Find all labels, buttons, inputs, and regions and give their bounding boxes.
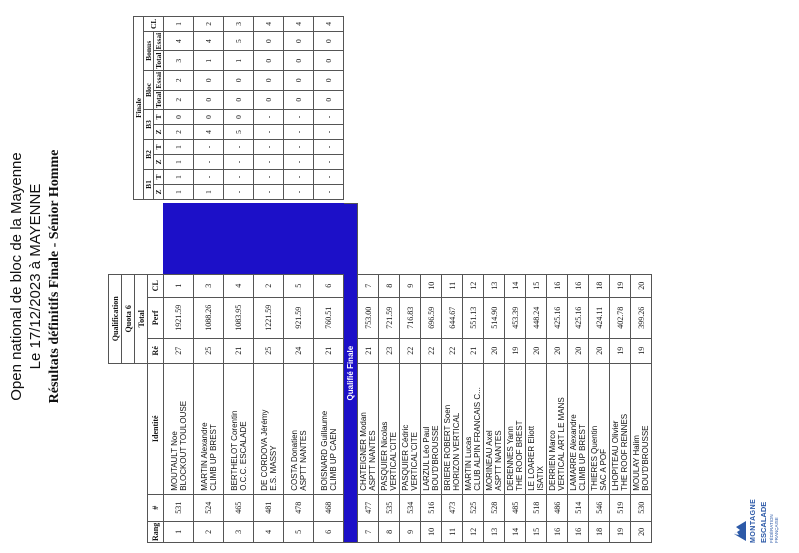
bib-cell: 478 xyxy=(284,494,314,521)
perf-cell: 1083.95 xyxy=(224,297,254,338)
finale-bloc-essai-cell: 0 xyxy=(194,70,224,90)
athlete-club: O.C.C. ESCALADE xyxy=(238,421,248,491)
top-header: T xyxy=(154,110,164,125)
athlete-identity xyxy=(224,363,254,494)
finale-bonus-essai-cell: 4 xyxy=(194,31,224,51)
athlete-club: VERTICAL ART LE MANS xyxy=(557,397,566,491)
athlete-identity xyxy=(631,363,652,494)
finale-fcl-cell: 4 xyxy=(284,16,314,31)
athlete-name: MOUTAULT Noe xyxy=(169,431,179,491)
athlete-name: LHOPITEAU Olivier xyxy=(611,420,620,491)
table-row xyxy=(484,204,505,543)
finale-b3t-cell: - xyxy=(314,110,344,125)
athlete-club: THE ROOF BREST xyxy=(515,420,524,491)
finale-b3z-cell: 5 xyxy=(224,125,254,140)
finale-b2t-cell: - xyxy=(194,140,224,155)
finale-b2z-cell: - xyxy=(284,155,314,170)
bonus-header: Bonus xyxy=(144,31,154,70)
athlete-club: CLIMB UP BREST xyxy=(208,424,218,491)
rank-cell: 3 xyxy=(224,521,254,542)
athlete-identity xyxy=(284,363,314,494)
cl-cell: 4 xyxy=(224,274,254,297)
bib-cell: 535 xyxy=(379,494,400,521)
finale-b1t-cell: - xyxy=(194,170,224,185)
rank-cell: 16 xyxy=(568,521,589,542)
top-header: T xyxy=(154,170,164,185)
finale-cl-header: CL xyxy=(144,16,164,31)
athlete-name: COSTA Donatien xyxy=(289,429,299,491)
col-rang: Rang xyxy=(148,521,164,542)
table-row xyxy=(400,204,421,543)
cl-cell: 2 xyxy=(254,274,284,297)
finale-b2z-cell: - xyxy=(224,155,254,170)
re-cell: 20 xyxy=(484,338,505,363)
table-row xyxy=(358,204,379,543)
athlete-name: PASQUIER Nicolas xyxy=(380,421,389,491)
perf-cell: 1221.59 xyxy=(254,297,284,338)
finale-b3t-cell: 0 xyxy=(224,110,254,125)
finale-fcl-cell: 4 xyxy=(254,16,284,31)
rank-cell: 16 xyxy=(547,521,568,542)
table-row xyxy=(526,204,547,543)
finale-b2t-cell: - xyxy=(284,140,314,155)
athlete-identity xyxy=(421,363,442,494)
finale-row xyxy=(254,16,284,199)
mountain-logo-icon xyxy=(730,519,748,543)
re-cell: 19 xyxy=(505,338,526,363)
athlete-identity xyxy=(547,363,568,494)
zone-header: Z xyxy=(154,125,164,140)
finale-b1z-cell: - xyxy=(254,185,284,200)
qualified-band xyxy=(194,204,224,275)
perf-cell: 448.24 xyxy=(526,297,547,338)
table-row xyxy=(284,204,314,543)
bib-cell: 514 xyxy=(568,494,589,521)
cl-cell: 13 xyxy=(484,274,505,297)
re-cell: 27 xyxy=(164,338,194,363)
table-row xyxy=(194,204,224,543)
cl-cell: 7 xyxy=(358,274,379,297)
finale-b1t-cell: - xyxy=(284,170,314,185)
athlete-identity xyxy=(254,363,284,494)
bloc-3-header: B3 xyxy=(144,110,154,140)
finale-b2t-cell: 1 xyxy=(164,140,194,155)
col-re: Ré xyxy=(148,338,164,363)
table-row xyxy=(442,204,463,543)
bib-cell: 485 xyxy=(505,494,526,521)
finale-fcl-cell: 2 xyxy=(194,16,224,31)
finale-b1t-cell: - xyxy=(224,170,254,185)
perf-cell: 716.83 xyxy=(400,297,421,338)
bib-cell: 468 xyxy=(314,494,344,521)
athlete-identity xyxy=(164,363,194,494)
cl-cell: 16 xyxy=(568,274,589,297)
athlete-club: HORIZON VERTICAL xyxy=(452,412,461,491)
finale-b2z-cell: 1 xyxy=(164,155,194,170)
re-cell: 25 xyxy=(194,338,224,363)
athlete-identity xyxy=(463,363,484,494)
finale-b3t-cell: - xyxy=(284,110,314,125)
finale-bonus-total-cell: 0 xyxy=(254,51,284,70)
cl-cell: 1 xyxy=(164,274,194,297)
finale-bloc-total-cell: 0 xyxy=(254,90,284,109)
rank-cell: 5 xyxy=(284,521,314,542)
athlete-name: MARTIN Alexandre xyxy=(199,422,209,491)
athlete-name: MARTIN Lucas xyxy=(464,436,473,491)
finale-bonus-essai-cell: 5 xyxy=(224,31,254,51)
bib-cell: 477 xyxy=(358,494,379,521)
finale-bloc-essai-cell: 0 xyxy=(284,70,314,90)
cl-cell: 14 xyxy=(505,274,526,297)
perf-cell: 551.13 xyxy=(463,297,484,338)
rank-cell: 11 xyxy=(442,521,463,542)
finale-bonus-essai-cell: 0 xyxy=(314,31,344,51)
finale-b2t-cell: - xyxy=(314,140,344,155)
table-row xyxy=(631,204,652,543)
bonus-total-header: Total xyxy=(154,52,163,69)
rank-cell: 12 xyxy=(463,521,484,542)
finale-row xyxy=(224,16,254,199)
finale-row xyxy=(314,16,344,199)
table-row xyxy=(254,204,284,543)
re-cell: 24 xyxy=(284,338,314,363)
bonus-essai-header: Essai xyxy=(154,32,163,50)
rank-cell: 8 xyxy=(379,521,400,542)
athlete-identity xyxy=(379,363,400,494)
finale-b3z-cell: 2 xyxy=(164,125,194,140)
rank-cell: 6 xyxy=(314,521,344,542)
cl-cell: 15 xyxy=(526,274,547,297)
bib-cell: 481 xyxy=(254,494,284,521)
event-date-location: Le 17/12/2023 à MAYENNE xyxy=(27,183,44,370)
table-row xyxy=(568,204,589,543)
finale-b1z-cell: - xyxy=(224,185,254,200)
athlete-club: ASPTT NANTES xyxy=(298,430,308,491)
re-cell: 22 xyxy=(400,338,421,363)
qualified-band xyxy=(224,204,254,275)
col-num: # xyxy=(148,494,164,521)
cl-cell: 10 xyxy=(421,274,442,297)
finale-b1z-cell: 1 xyxy=(194,185,224,200)
perf-cell: 696.59 xyxy=(421,297,442,338)
athlete-club: CLIMB UP CAEN xyxy=(328,428,338,491)
athlete-club: ASPTT NANTES xyxy=(368,430,377,491)
athlete-club: BLOCKOUT TOULOUSE xyxy=(178,400,188,491)
finale-bloc-total-cell: 0 xyxy=(194,90,224,109)
bib-cell: 516 xyxy=(421,494,442,521)
finale-bloc-total-cell: 0 xyxy=(284,90,314,109)
rank-cell: 20 xyxy=(631,521,652,542)
logo-name-line2: ESCALADE xyxy=(759,501,768,543)
athlete-name: MORINEAU Axel xyxy=(485,430,494,491)
col-cl: CL xyxy=(148,274,164,297)
athlete-identity xyxy=(442,363,463,494)
finale-bloc-essai-cell: 0 xyxy=(224,70,254,90)
table-row xyxy=(421,204,442,543)
finale-bloc-total-cell: 0 xyxy=(314,90,344,109)
finale-b3z-cell: - xyxy=(314,125,344,140)
bib-cell: 534 xyxy=(400,494,421,521)
perf-cell: 453.39 xyxy=(505,297,526,338)
athlete-name: DE CORDOVA Jérémy xyxy=(259,409,269,491)
finale-section xyxy=(133,16,344,200)
finale-bonus-total-cell: 1 xyxy=(194,51,224,70)
finale-bloc-essai-cell: 2 xyxy=(164,70,194,90)
bloc-total-header: Total xyxy=(154,91,163,108)
perf-cell: 1088.26 xyxy=(194,297,224,338)
athlete-club: ASPTT NANTES xyxy=(494,430,503,491)
table-row xyxy=(547,204,568,543)
rank-cell: 18 xyxy=(589,521,610,542)
finale-b1t-cell: - xyxy=(254,170,284,185)
athlete-name: THIERES Quentin xyxy=(590,425,599,491)
athlete-name: PASQUIER Cédric xyxy=(401,424,410,491)
re-cell: 25 xyxy=(254,338,284,363)
athlete-club: CLIMB UP BREST xyxy=(578,424,587,491)
bloc-summary-header: Bloc xyxy=(144,70,154,109)
finale-bloc-essai-cell: 0 xyxy=(314,70,344,90)
athlete-club: BOU'D'BROUSSE xyxy=(431,425,440,491)
athlete-name: MOULAY Halim xyxy=(632,435,641,491)
logo-tagline: FÉDÉRATION FRANÇAISE xyxy=(769,514,779,543)
table-row xyxy=(589,204,610,543)
finale-bonus-total-cell: 0 xyxy=(314,51,344,70)
rank-cell: 19 xyxy=(610,521,631,542)
athlete-identity xyxy=(314,363,344,494)
athlete-club: CLUB ALPIN FRANCAIS C... xyxy=(473,387,482,491)
qualification-header: Qualification xyxy=(109,274,122,363)
qualified-band xyxy=(284,204,314,275)
zone-header: Z xyxy=(154,155,164,170)
perf-cell: 399.26 xyxy=(631,297,652,338)
finale-b2z-cell: - xyxy=(194,155,224,170)
finale-b3z-cell: 4 xyxy=(194,125,224,140)
re-cell: 19 xyxy=(610,338,631,363)
re-cell: 21 xyxy=(463,338,484,363)
perf-cell: 402.78 xyxy=(610,297,631,338)
athlete-identity xyxy=(526,363,547,494)
cl-cell: 11 xyxy=(442,274,463,297)
table-row xyxy=(610,204,631,543)
cl-cell: 12 xyxy=(463,274,484,297)
perf-cell: 424.11 xyxy=(589,297,610,338)
cl-cell: 6 xyxy=(314,274,344,297)
zone-header: Z xyxy=(154,185,164,200)
athlete-identity xyxy=(484,363,505,494)
athlete-name: LARZUL Léo Paul xyxy=(422,426,431,491)
finale-bonus-essai-cell: 0 xyxy=(254,31,284,51)
cl-cell: 9 xyxy=(400,274,421,297)
cl-cell: 8 xyxy=(379,274,400,297)
bib-cell: 465 xyxy=(224,494,254,521)
athlete-identity xyxy=(568,363,589,494)
bib-cell: 546 xyxy=(589,494,610,521)
re-cell: 23 xyxy=(379,338,400,363)
finale-b2t-cell: - xyxy=(224,140,254,155)
rank-cell: 9 xyxy=(400,521,421,542)
table-row xyxy=(505,204,526,543)
athlete-name: LAMARRE Alexandre xyxy=(569,414,578,491)
rank-cell: 13 xyxy=(484,521,505,542)
athlete-identity xyxy=(610,363,631,494)
athlete-name: BOISNARD Guillaume xyxy=(319,410,329,491)
finale-b2t-cell: - xyxy=(254,140,284,155)
logo-name-line1: MONTAGNE xyxy=(750,498,757,543)
bib-cell: 528 xyxy=(484,494,505,521)
finale-b2z-cell: - xyxy=(314,155,344,170)
event-title: Open national de bloc de la Mayenne xyxy=(8,152,25,401)
cl-cell: 3 xyxy=(194,274,224,297)
finale-bloc-essai-cell: 0 xyxy=(254,70,284,90)
perf-cell: 721.59 xyxy=(379,297,400,338)
bib-cell: 518 xyxy=(526,494,547,521)
rank-cell: 2 xyxy=(194,521,224,542)
ffme-logo xyxy=(730,493,799,543)
re-cell: 21 xyxy=(314,338,344,363)
bib-cell: 486 xyxy=(547,494,568,521)
athlete-identity xyxy=(589,363,610,494)
athlete-identity xyxy=(358,363,379,494)
bib-cell: 531 xyxy=(164,494,194,521)
finale-bonus-essai-cell: 4 xyxy=(164,31,194,51)
athlete-identity xyxy=(400,363,421,494)
bib-cell: 473 xyxy=(442,494,463,521)
re-cell: 20 xyxy=(526,338,547,363)
bloc-2-header: B2 xyxy=(144,140,154,170)
finale-bloc-total-cell: 2 xyxy=(164,90,194,109)
finale-b1t-cell: - xyxy=(314,170,344,185)
rank-cell: 14 xyxy=(505,521,526,542)
quota-header: Quota 6 xyxy=(122,274,135,363)
finale-row xyxy=(194,16,224,199)
perf-cell: 644.67 xyxy=(442,297,463,338)
perf-cell: 760.51 xyxy=(314,297,344,338)
athlete-club: ISATIX xyxy=(536,466,545,491)
re-cell: 21 xyxy=(224,338,254,363)
finale-bloc-total-cell: 0 xyxy=(224,90,254,109)
re-cell: 20 xyxy=(568,338,589,363)
qualified-band xyxy=(254,204,284,275)
finale-header: Finale xyxy=(134,16,144,199)
re-cell: 22 xyxy=(442,338,463,363)
athlete-name: LE LOARER Eliott xyxy=(527,425,536,491)
finale-b3t-cell: 0 xyxy=(194,110,224,125)
athlete-name: BRIERE ROBERT Soen xyxy=(443,404,452,491)
rank-cell: 7 xyxy=(358,521,379,542)
finale-b1z-cell: - xyxy=(284,185,314,200)
bib-cell: 525 xyxy=(463,494,484,521)
results-title: Résultats définitifs Finale - Sénior Homme xyxy=(47,149,62,404)
finale-fcl-cell: 4 xyxy=(314,16,344,31)
table-row xyxy=(314,204,344,543)
finale-b3z-cell: - xyxy=(284,125,314,140)
finale-b3z-cell: - xyxy=(254,125,284,140)
perf-cell: 1921.59 xyxy=(164,297,194,338)
re-cell: 19 xyxy=(631,338,652,363)
athlete-club: E.S. MASSY xyxy=(268,445,278,491)
finale-row xyxy=(164,16,194,199)
athlete-name: CHATEIGNER Modan xyxy=(359,412,368,491)
re-cell: 20 xyxy=(547,338,568,363)
re-cell: 22 xyxy=(421,338,442,363)
finale-b3t-cell: 0 xyxy=(164,110,194,125)
perf-cell: 425.16 xyxy=(568,297,589,338)
finale-b1z-cell: 1 xyxy=(164,185,194,200)
finale-table xyxy=(133,16,344,200)
table-row xyxy=(463,204,484,543)
perf-cell: 425.16 xyxy=(547,297,568,338)
finale-bonus-total-cell: 3 xyxy=(164,51,194,70)
col-identite: Identité xyxy=(148,363,164,494)
cl-cell: 5 xyxy=(284,274,314,297)
perf-cell: 921.59 xyxy=(284,297,314,338)
athlete-club: VERTICAL'CITE xyxy=(389,432,398,491)
athlete-name: DERRIEN Marco xyxy=(548,430,557,491)
athlete-name: BERTHELOT Corentin xyxy=(229,410,239,491)
rank-cell: 1 xyxy=(164,521,194,542)
cl-cell: 19 xyxy=(610,274,631,297)
perf-cell: 514.90 xyxy=(484,297,505,338)
athlete-name: DERENNES Yann xyxy=(506,426,515,491)
perf-cell: 753.00 xyxy=(358,297,379,338)
qualified-band xyxy=(314,204,344,275)
finale-b1z-cell: - xyxy=(314,185,344,200)
cl-cell: 16 xyxy=(547,274,568,297)
qualified-band xyxy=(164,204,194,275)
qualified-row xyxy=(344,204,358,543)
athlete-club: SAC A POF xyxy=(599,448,608,491)
athlete-club: BOU'D'BROUSSE xyxy=(641,425,650,491)
table-row xyxy=(164,204,194,543)
athlete-identity xyxy=(194,363,224,494)
finale-bonus-essai-cell: 0 xyxy=(284,31,314,51)
finale-fcl-cell: 1 xyxy=(164,16,194,31)
cl-cell: 18 xyxy=(589,274,610,297)
finale-fcl-cell: 3 xyxy=(224,16,254,31)
col-perf: Perf xyxy=(148,297,164,338)
athlete-club: VERTICAL'CITE xyxy=(410,432,419,491)
bib-cell: 530 xyxy=(631,494,652,521)
rank-cell: 15 xyxy=(526,521,547,542)
finale-bonus-total-cell: 1 xyxy=(224,51,254,70)
finale-bonus-total-cell: 0 xyxy=(284,51,314,70)
qualification-total-header: Total xyxy=(135,274,148,363)
finale-row xyxy=(284,16,314,199)
bloc-essai-header: Essai xyxy=(154,71,163,89)
rank-cell: 4 xyxy=(254,521,284,542)
results-table xyxy=(108,203,652,543)
qualified-finale-label: Qualifié Finale xyxy=(344,204,358,543)
bib-cell: 524 xyxy=(194,494,224,521)
re-cell: 20 xyxy=(589,338,610,363)
athlete-club: THE ROOF RENNES xyxy=(620,413,629,491)
table-row xyxy=(379,204,400,543)
athlete-identity xyxy=(505,363,526,494)
finale-b3t-cell: - xyxy=(254,110,284,125)
finale-b1t-cell: 1 xyxy=(164,170,194,185)
bloc-1-header: B1 xyxy=(144,170,154,200)
rank-cell: 10 xyxy=(421,521,442,542)
cl-cell: 20 xyxy=(631,274,652,297)
bib-cell: 519 xyxy=(610,494,631,521)
re-cell: 21 xyxy=(358,338,379,363)
table-row xyxy=(224,204,254,543)
top-header: T xyxy=(154,140,164,155)
finale-b2z-cell: - xyxy=(254,155,284,170)
